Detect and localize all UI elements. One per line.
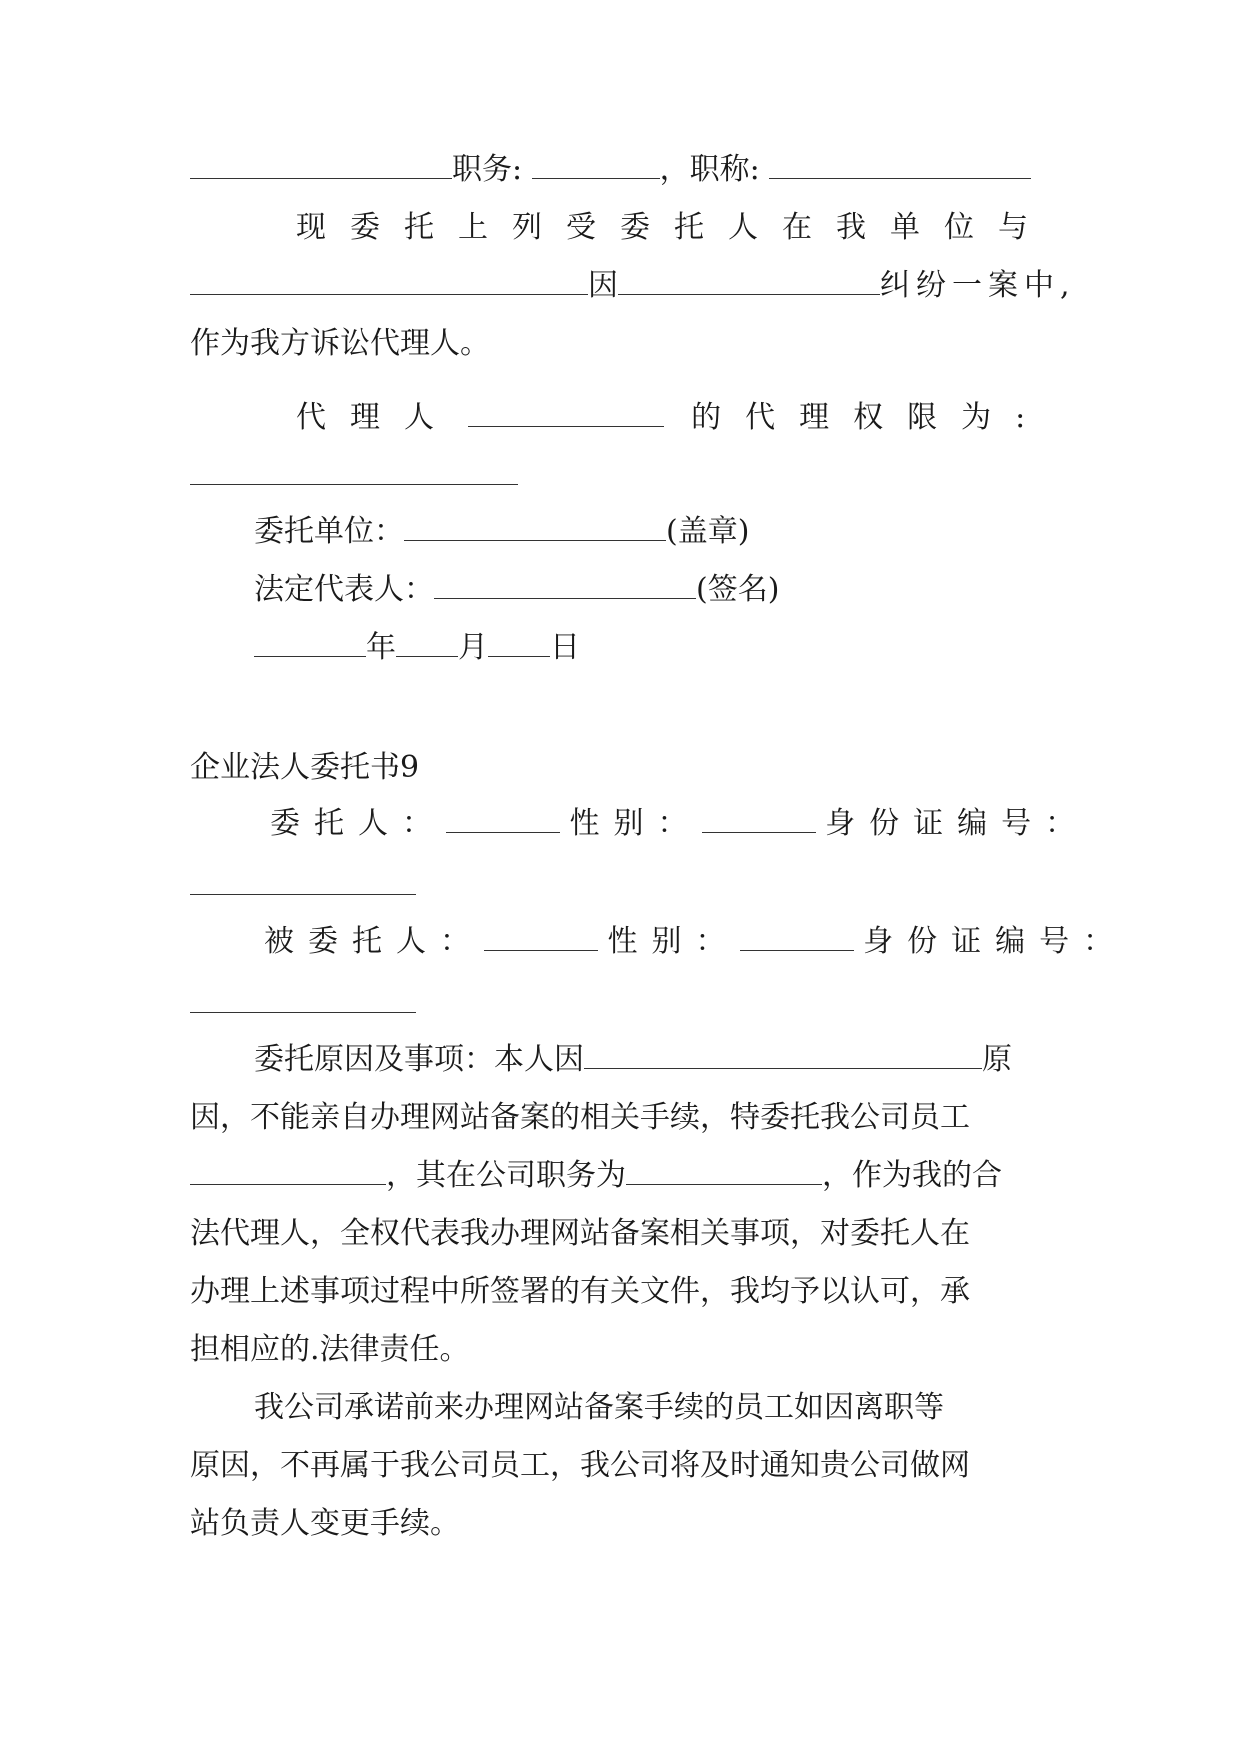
- authority-blank-line: [190, 456, 518, 496]
- principal-label: 委托人：: [270, 806, 446, 841]
- paragraph2-line1: 我公司承诺前来办理网站备案手续的员工如因离职等: [254, 1390, 944, 1425]
- agent-id-line: [190, 984, 416, 1024]
- entrust-intro-line: 现委托上列受委托人在我单位与: [296, 210, 1052, 245]
- title-blank[interactable]: [769, 152, 1031, 179]
- paragraph2-line2: 原因，不再属于我公司员工，我公司将及时通知贵公司做网: [190, 1448, 970, 1483]
- principal-name-blank[interactable]: [446, 806, 560, 833]
- principal-id-label: 身份证编号：: [825, 806, 1090, 841]
- month-text: 月: [458, 630, 488, 665]
- unit-label: 委托单位：: [254, 514, 404, 549]
- legal-rep-line: [254, 570, 779, 610]
- principal-id-line: [190, 866, 416, 906]
- title-label: 职称:: [689, 152, 760, 187]
- date-line: [254, 628, 580, 668]
- agent-gender-label: 性别：: [607, 924, 740, 959]
- reason-blank[interactable]: [584, 1042, 982, 1069]
- employee-name-blank[interactable]: [190, 1158, 386, 1185]
- paragraph1-line4: 法代理人，全权代表我办理网站备案相关事项，对委托人在: [190, 1216, 970, 1251]
- day-blank[interactable]: [488, 630, 550, 657]
- principal-gender-label: 性别：: [569, 806, 702, 841]
- year-text: 年: [366, 630, 396, 665]
- agent-label: 被委托人：: [264, 924, 484, 959]
- year-blank[interactable]: [254, 630, 366, 657]
- counterparty-blank[interactable]: [190, 268, 588, 295]
- paragraph1-line2: 因，不能亲自办理网站备案的相关手续，特委托我公司员工: [190, 1100, 970, 1135]
- unit-blank[interactable]: [404, 514, 666, 541]
- dispute-text: 纠纷一案中,: [880, 268, 1076, 303]
- paragraph1-line3: [190, 1156, 1002, 1196]
- legal-rep-blank[interactable]: [434, 572, 696, 599]
- paragraph2-line3: 站负责人变更手续。: [190, 1506, 460, 1541]
- as-agent-line: 作为我方诉讼代理人。: [190, 326, 490, 361]
- duty-title-line: [190, 150, 1031, 190]
- legal-rep-label: 法定代表人：: [254, 572, 434, 607]
- agent-name-blank[interactable]: [484, 924, 598, 951]
- as-agent-text: ，作为我的合: [822, 1158, 1002, 1193]
- principal-id-blank[interactable]: [190, 868, 416, 895]
- month-blank[interactable]: [396, 630, 458, 657]
- principal-gender-blank[interactable]: [702, 806, 816, 833]
- paragraph1-line6: 担相应的.法律责任。: [190, 1332, 470, 1367]
- name-blank[interactable]: [190, 152, 452, 179]
- agent-name-blank[interactable]: [468, 400, 664, 427]
- duty-blank[interactable]: [532, 152, 660, 179]
- seal-text: (盖章): [666, 514, 750, 549]
- position-text: ，其在公司职务为: [386, 1158, 626, 1193]
- authority-blank[interactable]: [190, 458, 518, 485]
- reason-line: [254, 1040, 1012, 1080]
- cause-blank[interactable]: [618, 268, 880, 295]
- sign-text: (签名): [696, 572, 780, 607]
- agent-id-blank[interactable]: [190, 986, 416, 1013]
- principal-line: [270, 804, 1089, 844]
- reason-end: 原: [982, 1042, 1012, 1077]
- paragraph1-line5: 办理上述事项过程中所签署的有关文件，我均予以认可，承: [190, 1274, 970, 1309]
- agent-prefix: 代理人: [296, 400, 458, 435]
- position-blank[interactable]: [626, 1158, 822, 1185]
- duty-label: 职务:: [452, 152, 523, 187]
- agent-line: [264, 922, 1127, 962]
- day-text: 日: [550, 630, 580, 665]
- because-text: 因: [588, 268, 618, 303]
- authority-line: [296, 398, 1049, 438]
- reason-start: 委托原因及事项：本人因: [254, 1042, 584, 1077]
- agent-id-label: 身份证编号：: [863, 924, 1128, 959]
- section-heading: 企业法人委托书9: [190, 750, 420, 785]
- authority-text: 的代理权限为:: [691, 400, 1050, 435]
- comma: ，: [659, 152, 690, 187]
- agent-gender-blank[interactable]: [740, 924, 854, 951]
- dispute-line: [190, 266, 1076, 306]
- unit-line: [254, 512, 749, 552]
